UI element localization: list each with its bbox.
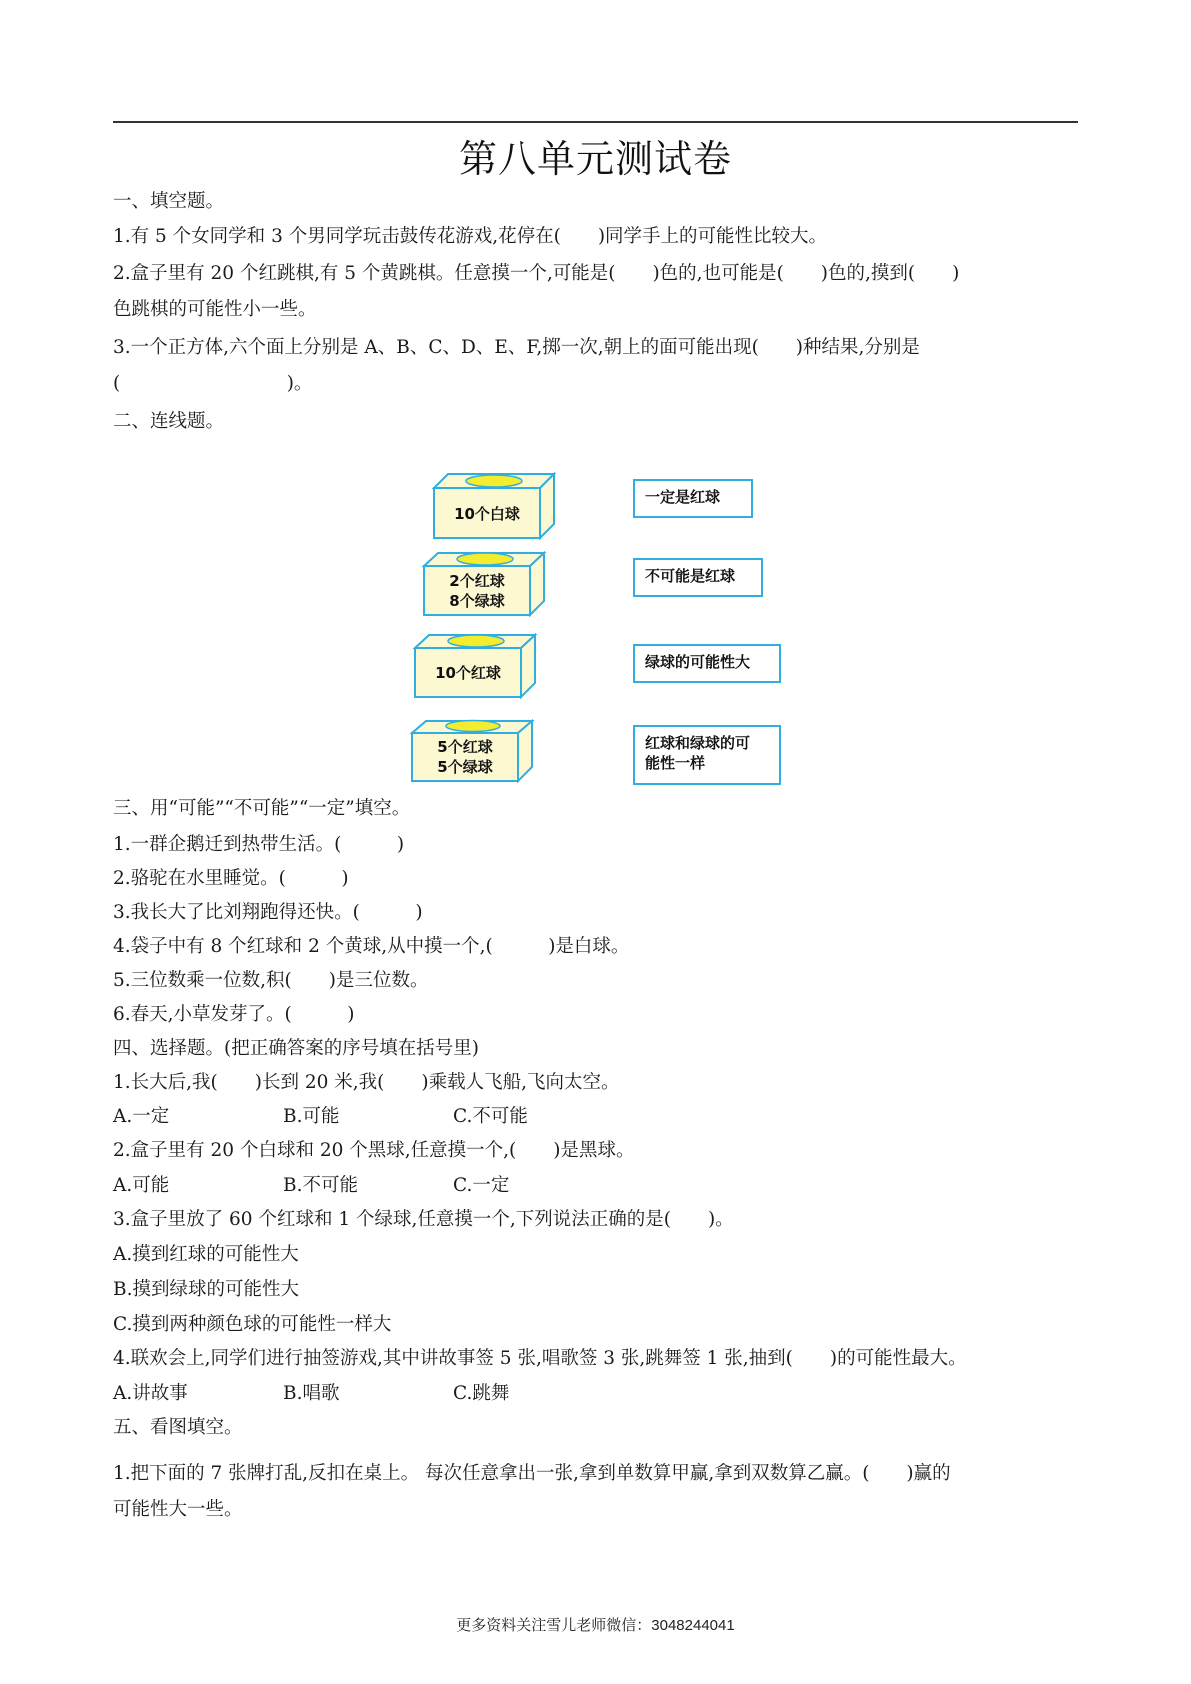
section4-q2-option-c: C.一定 bbox=[453, 1175, 510, 1196]
section4-q3: 3.盒子里放了 60 个红球和 1 个绿球,任意摸一个,下列说法正确的是( )。 bbox=[113, 1209, 734, 1230]
match-label-4-text-line1: 红球和绿球的可 bbox=[645, 734, 751, 752]
box-2-label-line1: 2个红球 bbox=[449, 572, 505, 590]
match-label-4[interactable] bbox=[633, 725, 781, 785]
section4-q2-option-a: A.可能 bbox=[113, 1175, 170, 1196]
box-3-label: 10个红球 bbox=[435, 664, 501, 682]
section5-q1-line2: 可能性大一些。 bbox=[113, 1499, 243, 1520]
section4-q4-option-c: C.跳舞 bbox=[453, 1383, 510, 1404]
page-title: 第八单元测试卷 bbox=[458, 137, 732, 181]
box-4-label-line2: 5个绿球 bbox=[437, 758, 493, 776]
section3-item-5: 5.三位数乘一位数,积( )是三位数。 bbox=[113, 970, 429, 991]
section4-q1-option-c: C.不可能 bbox=[453, 1106, 528, 1127]
section3-heading: 三、用“可能”“不可能”“一定”填空。 bbox=[113, 798, 411, 819]
section1-q3-line1: 3.一个正方体,六个面上分别是 A、B、C、D、E、F,掷一次,朝上的面可能出现( )种结果,分别是 bbox=[113, 337, 920, 358]
section4-q3-option-b: B.摸到绿球的可能性大 bbox=[113, 1279, 299, 1300]
ball-box-3 bbox=[412, 633, 542, 699]
ball-box-4 bbox=[410, 719, 540, 783]
section4-q3-option-a: A.摸到红球的可能性大 bbox=[113, 1244, 299, 1265]
section4-q1: 1.长大后,我( )长到 20 米,我( )乘载人飞船,飞向太空。 bbox=[113, 1072, 620, 1093]
section4-q2: 2.盒子里有 20 个白球和 20 个黑球,任意摸一个,( )是黑球。 bbox=[113, 1140, 635, 1161]
section3-item-6: 6.春天,小草发芽了。( ) bbox=[113, 1004, 355, 1025]
section3-item-2: 2.骆驼在水里睡觉。( ) bbox=[113, 868, 349, 889]
section4-q4: 4.联欢会上,同学们进行抽签游戏,其中讲故事签 5 张,唱歌签 3 张,跳舞签 1 张,抽到( )的可能性最大。 bbox=[113, 1348, 967, 1369]
section1-heading: 一、填空题。 bbox=[113, 191, 225, 212]
match-label-3-text: 绿球的可能性大 bbox=[645, 653, 751, 671]
ball-box-1 bbox=[428, 472, 558, 540]
ball-box-2 bbox=[421, 551, 551, 617]
section2-heading: 二、连线题。 bbox=[113, 411, 225, 432]
section4-q4-option-b: B.唱歌 bbox=[283, 1383, 340, 1404]
match-label-4-text-line2: 能性一样 bbox=[645, 754, 706, 772]
box-2-label-line2: 8个绿球 bbox=[449, 592, 505, 610]
section4-q4-option-a: A.讲故事 bbox=[113, 1383, 188, 1404]
match-label-3[interactable] bbox=[633, 644, 781, 683]
match-label-2[interactable] bbox=[633, 558, 763, 597]
section4-q2-option-b: B.不可能 bbox=[283, 1175, 358, 1196]
section3-item-3: 3.我长大了比刘翔跑得还快。( ) bbox=[113, 902, 423, 923]
match-label-1[interactable] bbox=[633, 479, 753, 518]
section3-item-1: 1.一群企鹅迁到热带生活。( ) bbox=[113, 834, 405, 855]
section4-q1-option-a: A.一定 bbox=[113, 1106, 170, 1127]
header-rule bbox=[113, 121, 1078, 123]
match-label-2-text: 不可能是红球 bbox=[645, 567, 736, 585]
section4-heading: 四、选择题。(把正确答案的序号填在括号里) bbox=[113, 1038, 479, 1059]
section5-q1-line1: 1.把下面的 7 张牌打乱,反扣在桌上。 每次任意拿出一张,拿到单数算甲赢,拿到双数算乙赢。( )赢的 bbox=[113, 1463, 951, 1484]
section4-q3-option-c: C.摸到两种颜色球的可能性一样大 bbox=[113, 1314, 392, 1335]
section3-item-4: 4.袋子中有 8 个红球和 2 个黄球,从中摸一个,( )是白球。 bbox=[113, 936, 630, 957]
section1-q1: 1.有 5 个女同学和 3 个男同学玩击鼓传花游戏,花停在( )同学手上的可能性比较大。 bbox=[113, 226, 828, 247]
section1-q3-line2: ( )。 bbox=[113, 373, 313, 394]
match-label-1-text: 一定是红球 bbox=[645, 488, 721, 506]
box-4-label-line1: 5个红球 bbox=[437, 738, 493, 756]
section4-q1-option-b: B.可能 bbox=[283, 1106, 340, 1127]
box-1-label: 10个白球 bbox=[454, 505, 520, 523]
section1-q2-line2: 色跳棋的可能性小一些。 bbox=[113, 299, 317, 320]
footer-note: 更多资料关注雪儿老师微信：3048244041 bbox=[456, 1617, 735, 1634]
section5-heading: 五、看图填空。 bbox=[113, 1417, 243, 1438]
section1-q2-line1: 2.盒子里有 20 个红跳棋,有 5 个黄跳棋。任意摸一个,可能是( )色的,也可能是( )色的,摸到( ) bbox=[113, 263, 960, 284]
